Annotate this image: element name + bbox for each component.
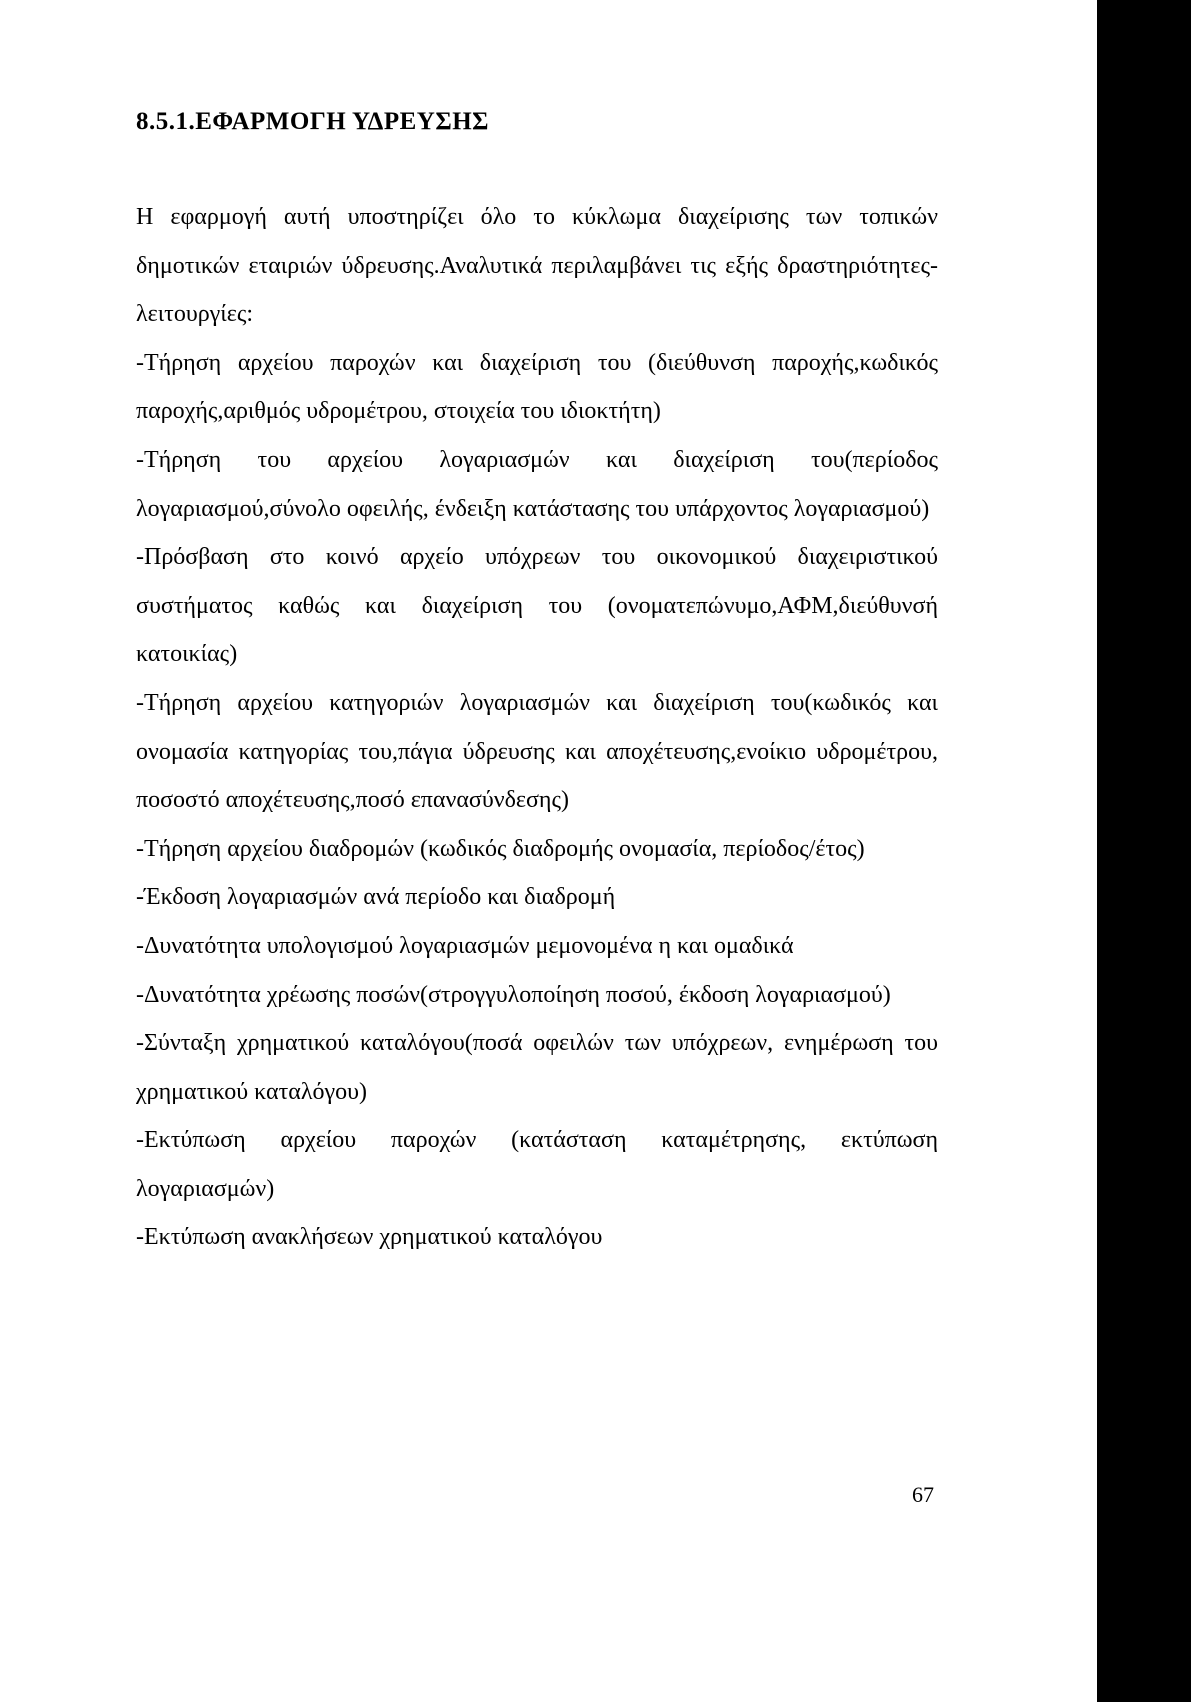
page-number: 67 [912, 1482, 934, 1507]
list-item-bills: -Τήρηση του αρχείου λογαριασμών και διαχείριση του(περίοδος λογαριασμού,σύνολο οφειλής, ένδειξη κατάστασης του υπάρχοντος λογαριασμού) [136, 446, 938, 522]
list-item-taxpayers: -Πρόσβαση στο κοινό αρχείο υπόχρεων του οικονομικού διαχειριστικού συστήματος καθώς και διαχείριση του (ονοματεπώνυμο,ΑΦΜ,διεύθυνσή κατοικίας) [136, 544, 938, 668]
intro-paragraph: Η εφαρμογή αυτή υποστηρίζει όλο το κύκλωμα διαχείρισης των τοπικών δημοτικών εταιριών ύδρευσης.Αναλυτικά περιλαμβάνει τις εξής δραστηριότητες-λειτουργίες: [136, 204, 938, 328]
list-item-print-recalls: -Εκτύπωση ανακλήσεων χρηματικού καταλόγου [136, 1224, 603, 1251]
list-item-charging: -Δυνατότητα χρέωσης ποσών(στρογγυλοποίηση ποσού, έκδοση λογαριασμού) [136, 981, 891, 1008]
list-item-bill-issuing: -Έκδοση λογαριασμών ανά περίοδο και διαδρομή [136, 884, 616, 911]
section-heading: 8.5.1.ΕΦΑΡΜΟΓΗ ΥΔΡΕΥΣΗΣ [136, 108, 489, 135]
document-body [136, 193, 938, 1262]
list-item-collection-catalog: -Σύνταξη χρηματικού καταλόγου(ποσά οφειλών των υπόχρεων, ενημέρωση του χρηματικού καταλόγου) [136, 1030, 938, 1105]
list-item-print-supplies: -Εκτύπωση αρχείου παροχών (κατάσταση καταμέτρησης, εκτύπωση λογαριασμών) [136, 1127, 938, 1202]
list-item-routes: -Τήρηση αρχείου διαδρομών (κωδικός διαδρομής ονομασία, περίοδος/έτος) [136, 835, 865, 862]
list-item-supplies: -Τήρηση αρχείου παροχών και διαχείριση του (διεύθυνση παροχής,κωδικός παροχής,αριθμός υδρομέτρου, στοιχεία του ιδιοκτήτη) [136, 349, 938, 425]
list-item-bill-calculation: -Δυνατότητα υπολογισμού λογαριασμών μεμονομένα η και ομαδικά [136, 932, 794, 959]
list-item-bill-categories: -Τήρηση αρχείου κατηγοριών λογαριασμών και διαχείριση του(κωδικός και ονομασία κατηγορίας του,πάγια ύδρευσης και αποχέτευσης,ενοίκιο υδρομέτρου, ποσοστό αποχέτευσης,ποσό επανασύνδεσης) [136, 689, 938, 814]
